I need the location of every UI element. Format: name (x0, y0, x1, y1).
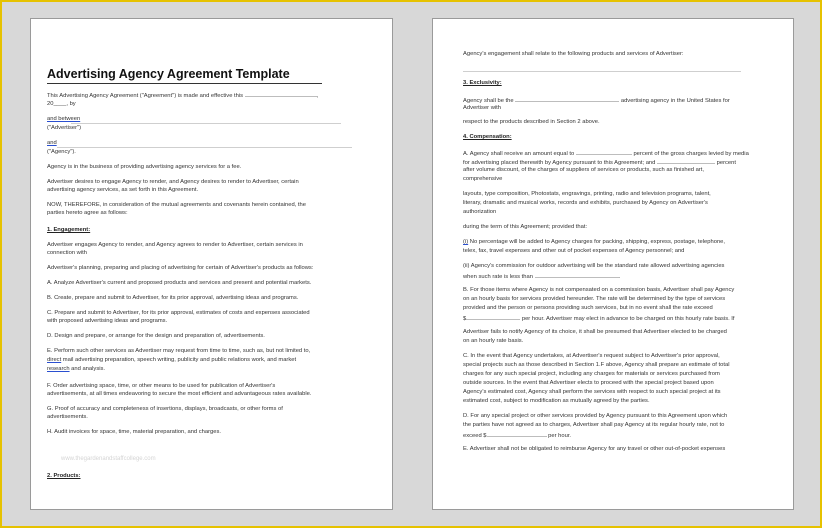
products-fill-line (463, 71, 741, 72)
list-item-f: F. Order advertising space, time, or other means to be used for publication of Advertiser's (47, 383, 276, 389)
watermark-text: www.thegardenandstaffcollege.com (61, 456, 156, 462)
paragraph: Agency is in the business of providing advertising agency services for a fee. (47, 164, 242, 170)
list-item-f-cont: advertisements, at all times endeavoring to secure the most efficient and advantageous rates available. (47, 391, 312, 397)
paragraph: connection with (47, 250, 87, 256)
advertiser-name-line (71, 123, 341, 124)
section-heading-engagement: 1. Engagement: (47, 227, 91, 233)
paragraph: charges for any such special project, including any charges for materials or services purchased from (463, 371, 720, 377)
paragraph: Agency's estimated cost, Agency shall perform the services with respect to such special project at its (463, 389, 721, 395)
list-item-b: B. Create, prepare and submit to Advertiser, for its prior approval, advertising ideas and programs. (47, 295, 299, 301)
advertiser-label: ("Advertiser") (47, 125, 82, 131)
paragraph: Advertiser's planning, preparing and placing of advertising for certain of Advertiser's products as follows: (47, 265, 314, 271)
list-item-a: A. Analyze Advertiser's current and proposed products and services and present and potential markets. (47, 280, 312, 286)
paragraph: special projects such as those described in Section 1.F above, Agency shall prepare an estimate of total (463, 362, 730, 368)
section-heading-products: 2. Products: (47, 473, 81, 479)
list-item-h: H. Audit invoices for space, time, material preparation, and charges. (47, 429, 221, 435)
paragraph: authorization (463, 209, 497, 215)
agency-label: ("Agency"). (47, 149, 76, 155)
list-item-i: (i) No percentage will be added to Agency charges for packing, shipping, express, postage, telephone, (463, 239, 725, 245)
paragraph: advertising agency services, as set forth in this Agreement. (47, 187, 199, 193)
list-item-c: C. Prepare and submit to Advertiser, for its prior approval, estimates of costs and expenses associated (47, 310, 310, 316)
section-heading-exclusivity: 3. Exclusivity: (463, 80, 502, 86)
paragraph: on an hourly rate basis. (463, 338, 524, 344)
paragraph: A. Agency shall receive an amount equal to percent of the gross charges levied by media (463, 148, 749, 158)
paragraph: D. For any special project or other services provided by Agency pursuant to this Agreement upon which (463, 413, 728, 419)
document-title: Advertising Agency Agreement Template (47, 67, 290, 81)
list-item-e-cont: direct mail advertising preparation, speech writing, publicity and public relations work, and market (47, 357, 297, 363)
list-item-ii-cont: when such rate is less than . (463, 271, 620, 281)
paragraph: comprehensive (463, 176, 503, 182)
list-item-e-cont: research and analysis. (47, 366, 106, 372)
and-between-text: and between (47, 116, 81, 122)
list-item-i-cont: telex, fax, travel expenses and other out of pocket expenses of Agency personnel; and (463, 248, 685, 254)
list-item-c-cont: with proposed advertising ideas and programs. (47, 318, 168, 324)
paragraph: on an hourly basis for services provided hereunder. The rate will be determined by the type of services (463, 296, 726, 302)
paragraph: literary, dramatic and musical works, records and exhibits, purchased by Agency on Advertiser's (463, 200, 708, 206)
section-heading-compensation: 4. Compensation: (463, 134, 512, 140)
paragraph: Agency shall be the advertising agency in the United States for (463, 95, 730, 105)
paragraph: NOW, THEREFORE, in consideration of the mutual agreements and covenants herein contained, the (47, 202, 306, 208)
agency-name-line (57, 147, 352, 148)
paragraph: B. For those items where Agency is not compensated on a commission basis, Advertiser shall pay Agency (463, 287, 735, 293)
list-item-ii: (ii) Agency's commission for outdoor advertising will be the standard rate allowed advertising agencies (463, 263, 725, 269)
paragraph: the parties have not agreed as to charges, Advertiser shall pay Agency at its regular hourly rate, not to (463, 422, 725, 428)
and-text: and (47, 140, 57, 146)
paragraph: outside sources. In the event that Advertiser elects to proceed with the special project based upon (463, 380, 714, 386)
paragraph: C. In the event that Agency undertakes, at Advertiser's request subject to Advertiser's prior approval, (463, 353, 720, 359)
list-item-g-cont: advertisements. (47, 414, 88, 420)
document-page-right (432, 18, 794, 510)
title-underline (47, 83, 322, 84)
document-page-left (30, 18, 393, 510)
paragraph: Advertiser with (463, 105, 502, 111)
paragraph: Advertiser desires to engage Agency to render, and Agency desires to render to Advertiser, certain (47, 179, 299, 185)
paragraph: during the term of this Agreement; provided that: (463, 224, 588, 230)
paragraph: E. Advertiser shall not be obligated to reimburse Agency for any travel or other out-of-pocket expenses (463, 446, 726, 452)
paragraph: after volume discount, of the charges of suppliers of services or products, such as finished art, (463, 167, 705, 173)
paragraph: respect to the products described in Section 2 above. (463, 119, 600, 125)
paragraph: estimated cost, subject to modification as mutually agreed by the parties. (463, 398, 650, 404)
list-item-e: E. Perform such other services as Advertiser may request from time to time, such as, but not limited to, (47, 348, 311, 354)
paragraph: parties hereto agree as follows: (47, 210, 128, 216)
intro-line-1: This Advertising Agency Agreement ("Agreement") is made and effective this , (47, 90, 318, 100)
paragraph: $ per hour. Advertiser may elect in advance to be charged on this hourly rate basis. If (463, 313, 735, 323)
paragraph: provided and the person or persons providing such services, but in no event shall the rate exceed (463, 305, 713, 311)
paragraph: Agency's engagement shall relate to the following products and services of Advertiser: (463, 51, 684, 57)
paragraph: for advertising placed therewith by Agency pursuant to this Agreement; and percent (463, 157, 736, 167)
paragraph: Advertiser engages Agency to render, and Agency agrees to render to Advertiser, certain services in (47, 242, 303, 248)
list-item-d: D. Design and prepare, or arrange for the design and preparation of, advertisements. (47, 333, 265, 339)
intro-line-2: 20____, by (47, 101, 76, 107)
paragraph: layouts, type composition, Photostats, engravings, printing, radio and television programs, talent, (463, 191, 711, 197)
paragraph: exceed $ per hour. (463, 430, 571, 440)
paragraph: Advertiser fails to notify Agency of its choice, it shall be presumed that Advertiser elected to be charged (463, 329, 727, 335)
list-item-g: G. Proof of accuracy and completeness of insertions, displays, broadcasts, or other forms of (47, 406, 283, 412)
